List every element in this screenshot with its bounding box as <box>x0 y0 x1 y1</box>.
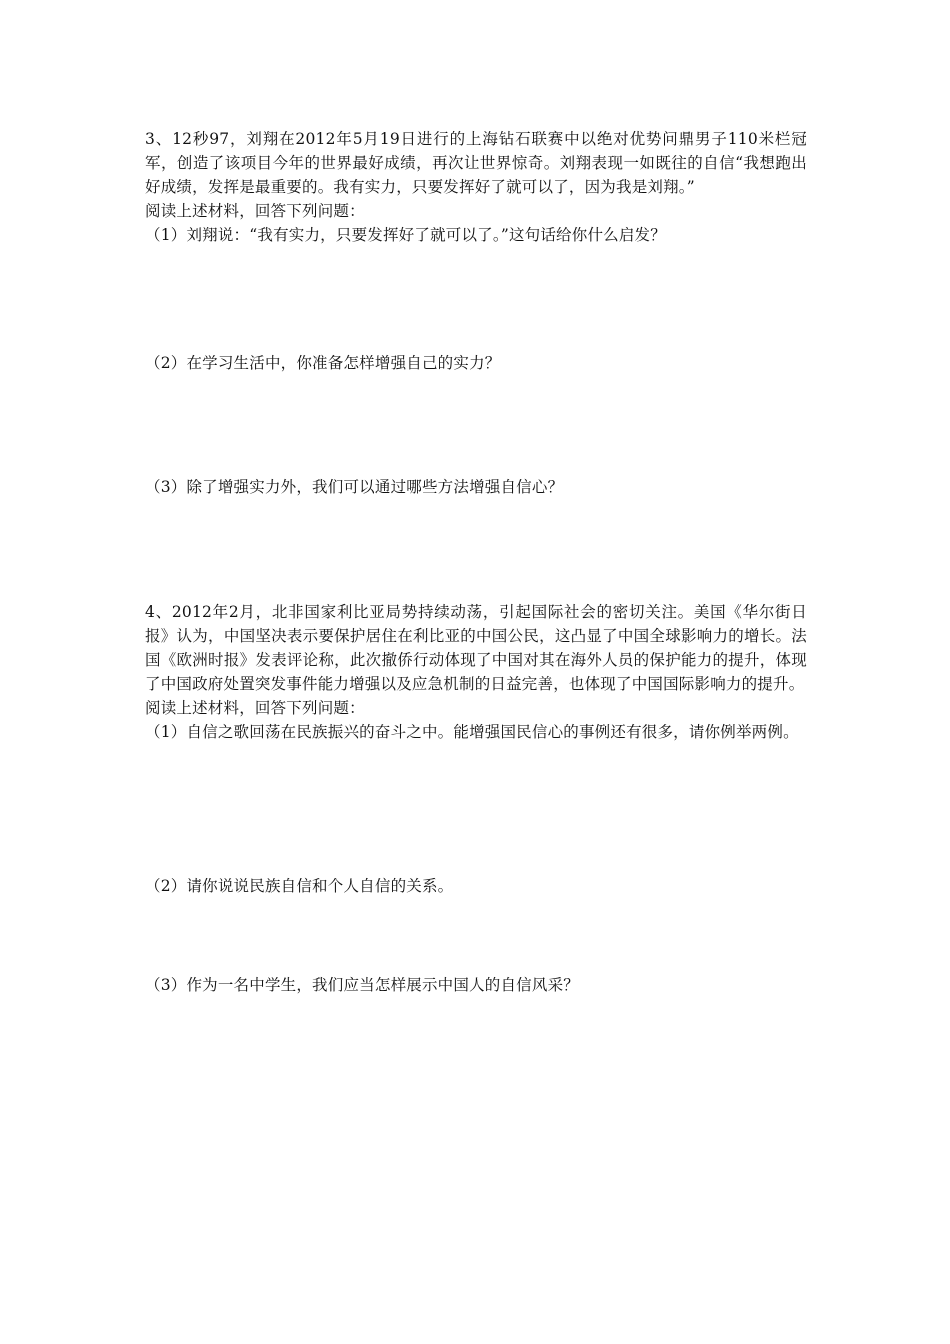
question-4-instruction: 阅读上述材料，回答下列问题： <box>145 699 365 717</box>
question-4-sub-2: （2）请你说说民族自信和个人自信的关系。 <box>145 877 454 895</box>
question-4 <box>145 600 807 744</box>
question-3-sub-2-block <box>145 351 807 375</box>
question-3-stem: 3、12秒97，刘翔在2012年5月19日进行的上海钻石联赛中以绝对优势问鼎男子110米栏冠军，创造了该项目今年的世界最好成绩，再次让世界惊奇。刘翔表现一如既往的自信“我想跑出好成绩，发挥是最重要的。我有实力，只要发挥好了就可以了，因为我是刘翔。” <box>145 130 807 196</box>
question-3-sub-3: （3）除了增强实力外，我们可以通过哪些方法增强自信心？ <box>145 478 564 496</box>
question-4-sub-3: （3）作为一名中学生，我们应当怎样展示中国人的自信风采？ <box>145 976 579 994</box>
question-3-sub-1: （1）刘翔说：“我有实力，只要发挥好了就可以了。”这句话给你什么启发？ <box>145 226 666 244</box>
question-3-instruction: 阅读上述材料，回答下列问题： <box>145 202 365 220</box>
question-3-sub-3-block <box>145 475 807 499</box>
question-4-sub-3-block <box>145 973 807 997</box>
question-4-sub-1: （1）自信之歌回荡在民族振兴的奋斗之中。能增强国民信心的事例还有很多，请你例举两例。 <box>145 723 799 741</box>
question-4-sub-2-block <box>145 874 807 898</box>
question-3-sub-2: （2）在学习生活中，你准备怎样增强自己的实力？ <box>145 354 501 372</box>
question-3 <box>145 127 807 247</box>
question-4-stem: 4、2012年2月，北非国家利比亚局势持续动荡，引起国际社会的密切关注。美国《华尔街日报》认为，中国坚决表示要保护居住在利比亚的中国公民，这凸显了中国全球影响力的增长。法国《欧洲时报》发表评论称，此次撤侨行动体现了中国对其在海外人员的保护能力的提升，体现了中国政府处置突发事件能力增强以及应急机制的日益完善，也体现了中国国际影响力的提升。 <box>145 603 807 693</box>
